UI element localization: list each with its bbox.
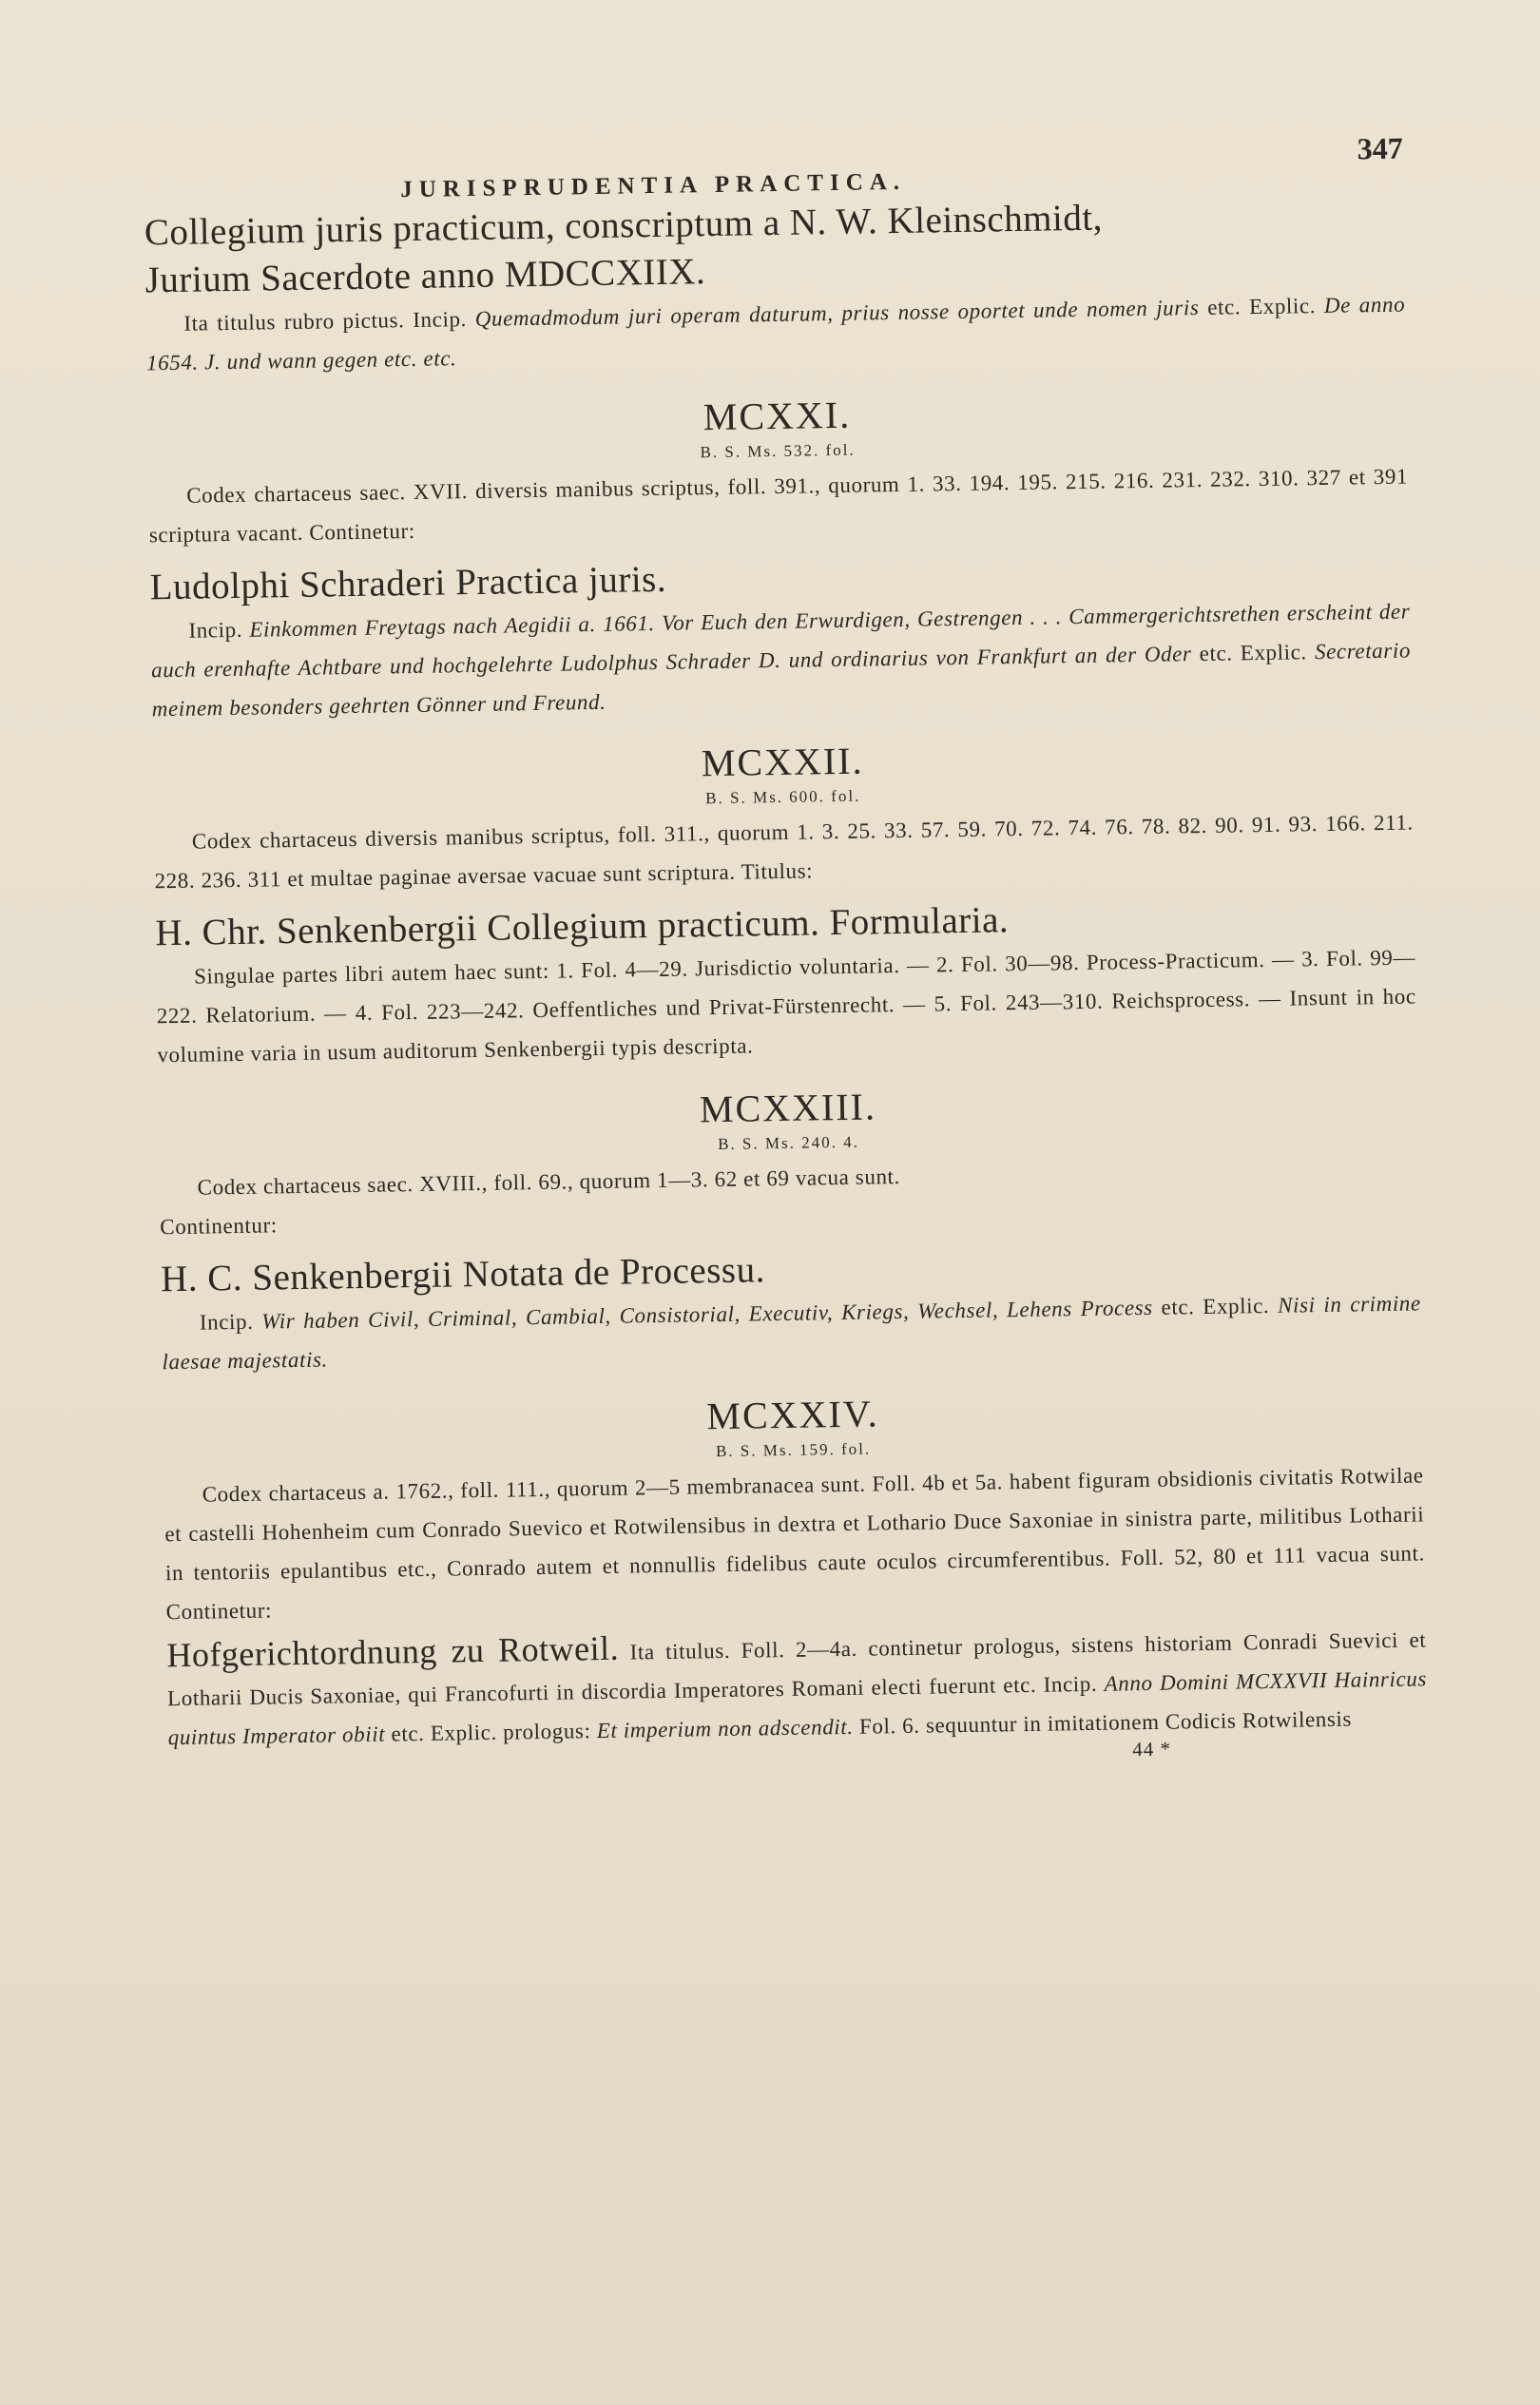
catalog-entry-collegium-kleinschmidt [144,190,1406,383]
codex-description: Codex chartaceus saec. XVIII., foll. 69., quorum 1—3. 62 et 69 vacua sunt. [197,1164,901,1200]
body-text: etc. Explic. [1152,1293,1279,1319]
entry-title: Hofgerichtordnung zu Rotweil. [166,1628,620,1675]
body-text: etc. Explic. [1191,640,1316,666]
body-text: Fol. 6. sequuntur in imitationem Codicis Rotwilensis [853,1706,1353,1739]
signature-mark: 44 * [1132,1737,1172,1761]
running-title: JURISPRUDENTIA PRACTICA. [399,168,907,203]
body-text: Incip. [188,617,250,643]
parts-list: Singulae partes libri autem haec sunt: 1. Fol. 4—29. Jurisdictio voluntaria. — 2. Fol. 30—98. Process-Practicum. — 3. Fol. 99—222. Relatorium. — 4. Fol. 223—242. Oeffentliches und Privat-Fürstenrecht. — 5. Fol. 243—310. Reichsprocess. — Insunt in hoc volumine varia in usum auditorum Senkenbergii typis descripta. [156,945,1416,1068]
page-number: 347 [1357,130,1403,166]
shelfmark: B. S. Ms. 532. fol. [700,440,856,462]
incipit-text: Anno Domini MCXXVII Hainricus quintus Imperator obiit [167,1666,1428,1750]
codex-description: Codex chartaceus a. 1762., foll. 111., quorum 2—5 membranacea sunt. Foll. 4b et 5a. habent figuram obsidionis civitatis Rotwilae et castelli Hohenheim cum Conrado Suevico et Rotwilensibus in dextra et Lothario Duce Saxoniae in sinistra parte, militibus Lotharii in tentoriis epulantibus etc., Conrado autem et nonnullis fidelibus caute oculos circumferentibus. Foll. 52, 80 et 111 vacua sunt. Continetur: [164,1463,1426,1625]
text-column [143,105,1428,1778]
incipit-text: Quemadmodum juri operam daturum, prius nosse oportet unde nomen juris [474,295,1200,331]
body-text: Incip. [199,1309,262,1335]
catalog-entry-mcxxi [147,384,1412,729]
shelfmark: B. S. Ms. 159. fol. [715,1439,872,1461]
shelfmark: B. S. Ms. 600. fol. [705,786,861,808]
continentur-label: Continentur: [160,1213,278,1240]
explicit-text: De anno 1654. J. und wann gegen etc. etc. [145,292,1406,375]
entry-number: MCXXI. [703,393,852,439]
entry-body [166,1611,1428,1757]
entry-title: Ludolphi Schraderi Practica juris. [149,558,667,608]
body-text: etc. Explic. [1199,293,1325,319]
shelfmark: B. S. Ms. 240. 4. [717,1132,860,1154]
incipit-text: Wir haben Civil, Criminal, Cambial, Consistorial, Executiv, Kriegs, Wechsel, Lehens Process [261,1295,1153,1334]
catalog-entry-mcxxiv [163,1382,1428,1777]
entry-title-line-2: Jurium Sacerdote anno MDCCXIIX. [144,251,706,301]
running-header [143,105,1403,201]
body-text: etc. Explic. prologus: [385,1719,598,1746]
incipit-text: Einkommen Freytags nach Aegidii a. 1661. Vor Euch den Erwurdigen, Gestrengen . . . Cammergerichtsrethen erscheint der auch erenhafte Achtbare und hochgelehrte Ludolphus Schrader D. und ordinarius von Frankfurt an der Oder [150,599,1411,683]
entry-number: MCXXIII. [699,1085,877,1131]
entry-title-line-1: Collegium juris practicum, conscriptum a N. W. Kleinschmidt, [144,197,1104,254]
codex-description: Codex chartaceus saec. XVII. diversis manibus scriptus, foll. 391., quorum 1. 33. 194. 195. 215. 216. 231. 232. 310. 327 et 391 scriptura vacant. Continetur: [148,464,1409,548]
explicit-text: Nisi in crimine laesae majestatis. [162,1291,1421,1375]
entry-title: H. C. Senkenbergii Notata de Processu. [160,1249,766,1300]
catalog-entry-mcxxiii [158,1075,1422,1381]
entry-number: MCXXIV. [706,1392,879,1438]
entry-body [150,592,1412,729]
body-text: Ita titulus rubro pictus. Incip. [183,306,475,336]
codex-description: Codex chartaceus diversis manibus scriptus, foll. 311., quorum 1. 3. 25. 33. 57. 59. 70. 72. 74. 76. 78. 82. 90. 91. 93. 166. 211. 228. 236. 311 et multae paginae aversae vacuae sunt scriptura. Titulus: [154,810,1414,894]
entry-number: MCXXII. [701,739,864,785]
explicit-text: Et imperium non adscendit. [596,1714,854,1743]
catalog-entry-mcxxii [152,730,1416,1075]
entry-title: H. Chr. Senkenbergii Collegium practicum. Formularia. [155,899,1010,954]
explicit-text: Secretario meinem besonders geehrten Gönner und Freund. [151,638,1412,722]
body-text: Ita titulus. Foll. 2—4a. continetur prologus, sistens historiam Conradi Suevici et Lotharii Ducis Saxoniae, qui Francofurti in discordia Imperatores Romani electi fuerunt etc. Incip. [166,1627,1427,1711]
